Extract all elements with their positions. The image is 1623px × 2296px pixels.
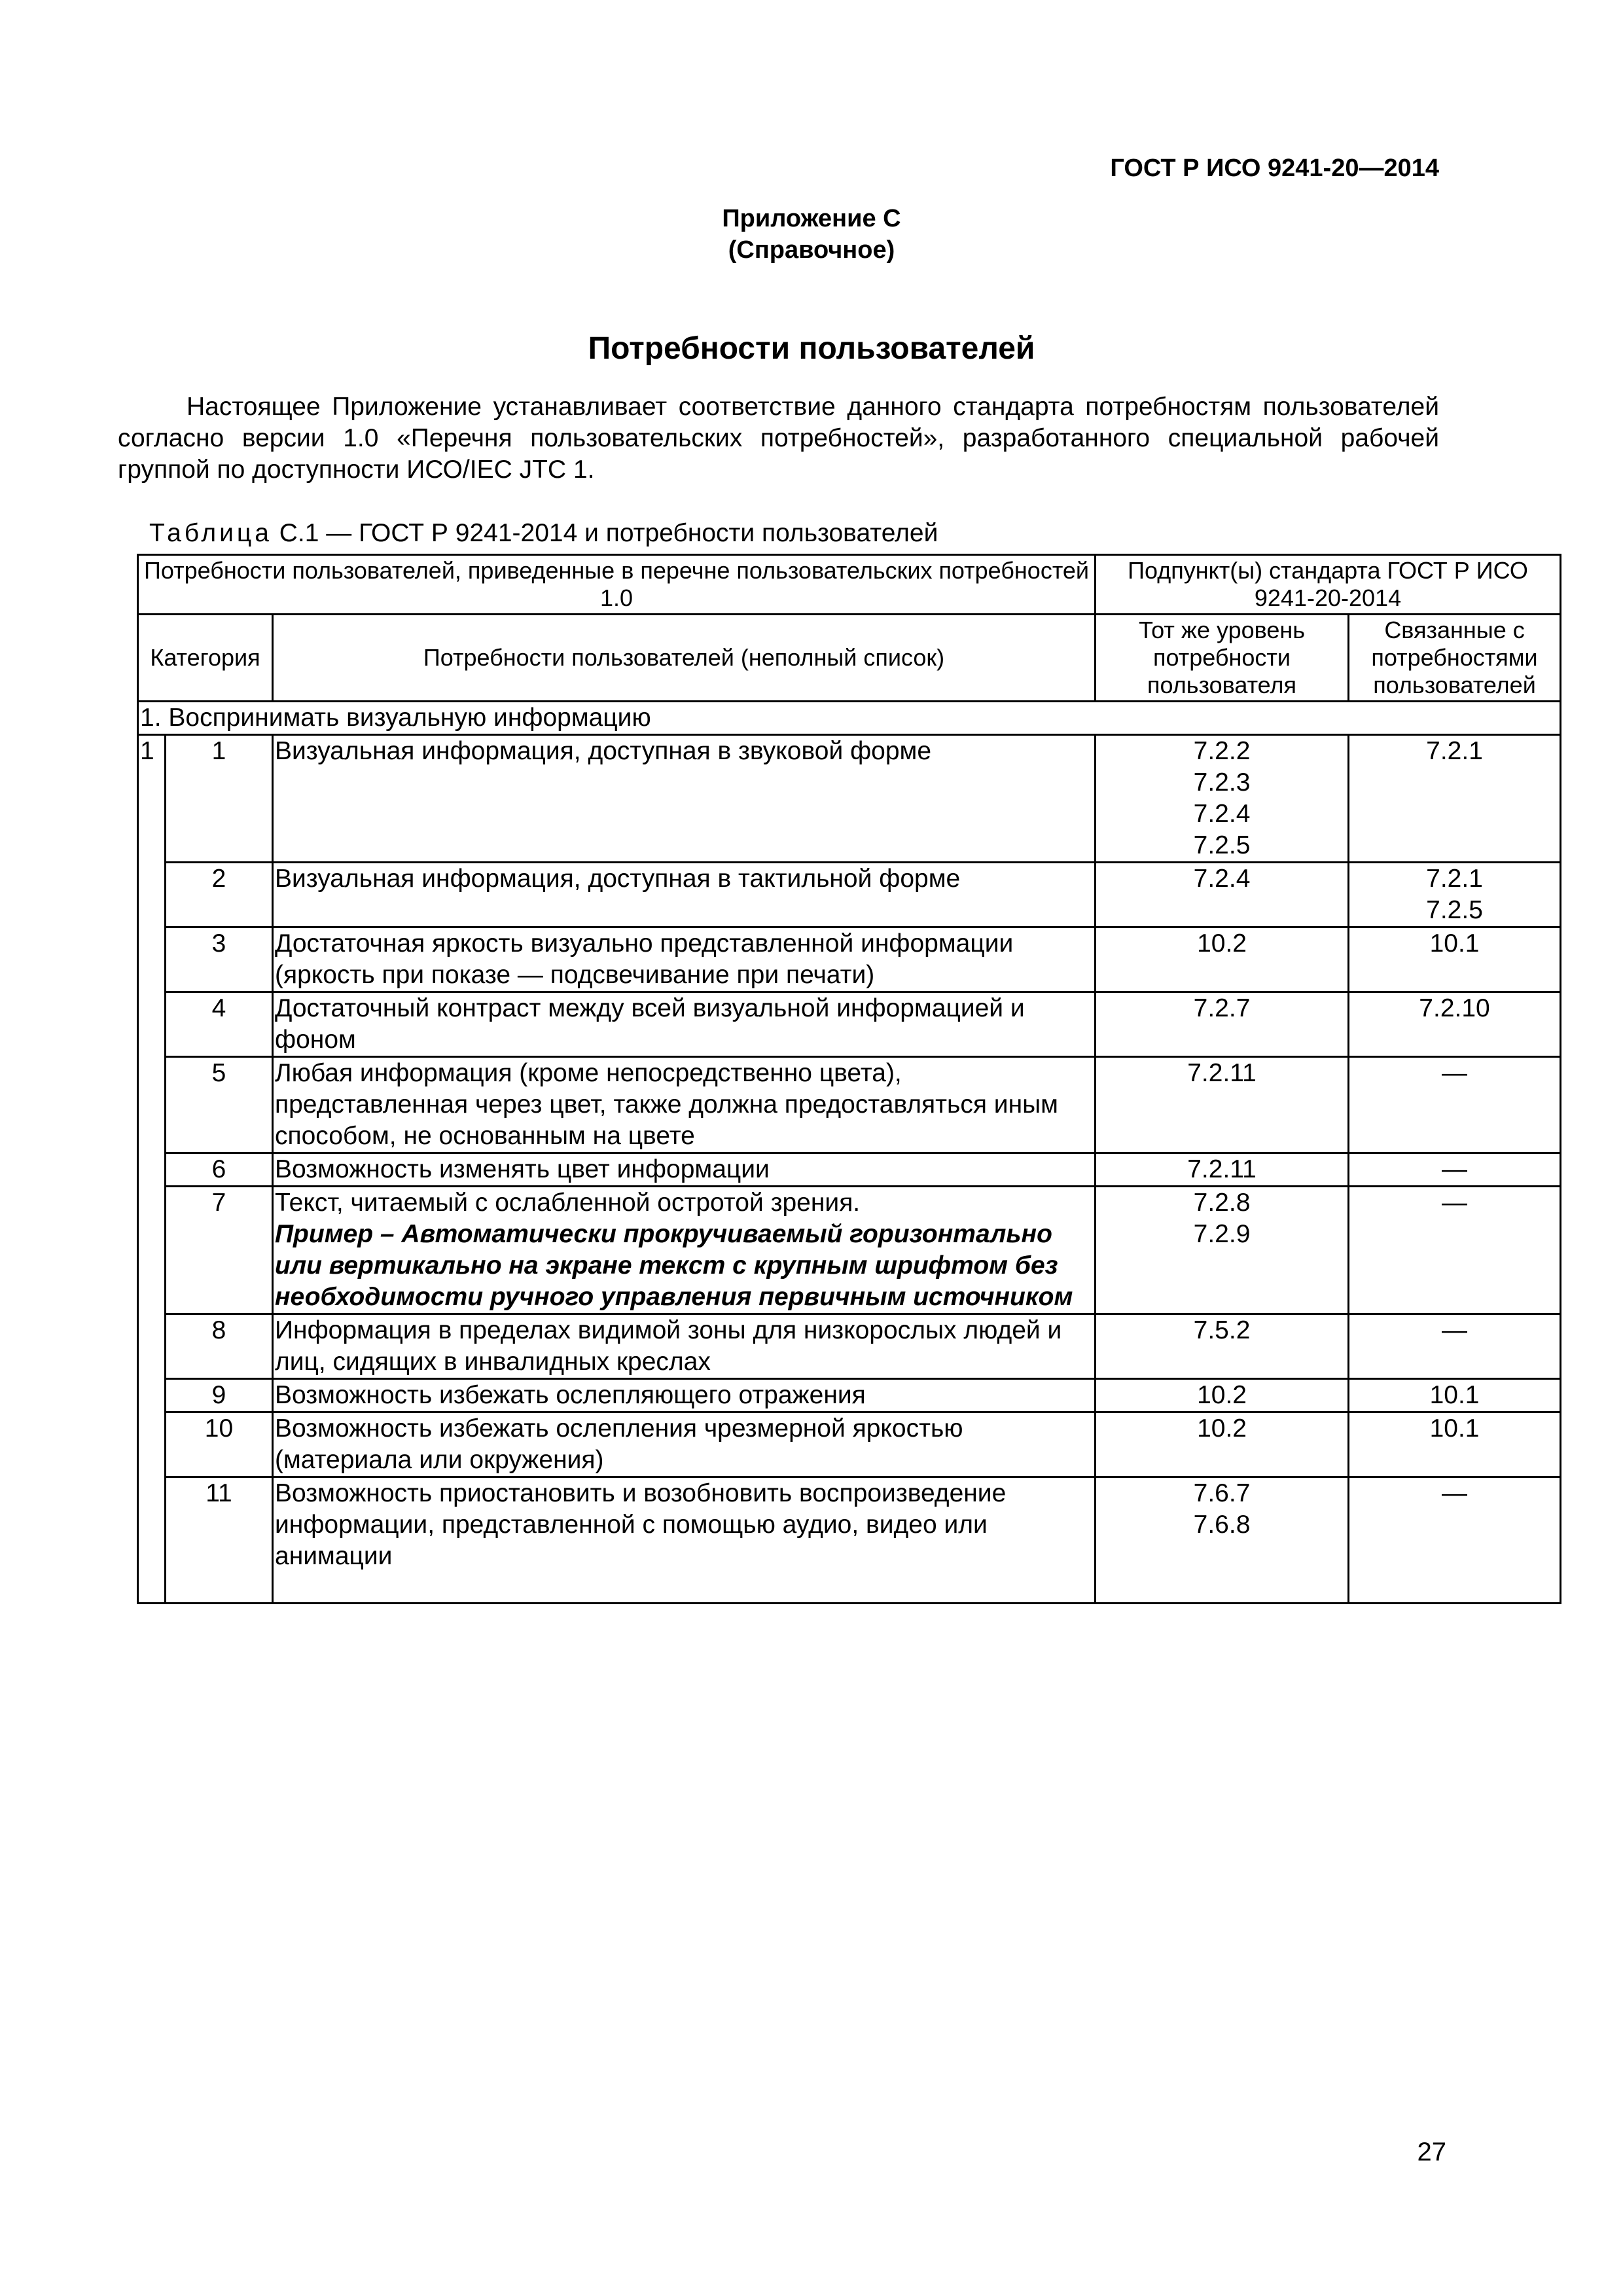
need-number: 10 (166, 1412, 273, 1477)
same-level-subclauses (1096, 1187, 1349, 1314)
subclause-ref: 7.2.3 (1193, 768, 1251, 797)
related-subclauses (1349, 927, 1561, 992)
need-number: 3 (166, 927, 273, 992)
related-subclauses (1349, 863, 1561, 927)
table-header-row (138, 555, 1561, 615)
table-row (138, 735, 1561, 863)
related-subclauses (1349, 1187, 1561, 1314)
same-level-subclauses (1096, 992, 1349, 1057)
need-description (273, 735, 1096, 863)
related-subclauses (1349, 992, 1561, 1057)
need-text: Возможность изменять цвет информации (275, 1155, 770, 1183)
subclause-ref: 10.2 (1197, 1381, 1247, 1409)
table-row (138, 1057, 1561, 1153)
related-subclauses (1349, 1412, 1561, 1477)
header-same-level: Тот же уровень потребности пользователя (1096, 615, 1349, 702)
same-level-subclauses (1096, 735, 1349, 863)
need-text: Возможность избежать ослепления чрезмерной яркостью (материала или окружения) (275, 1414, 963, 1474)
need-number: 4 (166, 992, 273, 1057)
need-number: 8 (166, 1314, 273, 1379)
table-row (138, 1314, 1561, 1379)
subclause-ref: 10.2 (1197, 1414, 1247, 1443)
need-text: Информация в пределах видимой зоны для низкорослых людей и лиц, сидящих в инвалидных креслах (275, 1316, 1062, 1376)
need-description (273, 1379, 1096, 1412)
subclause-ref: 7.2.11 (1187, 1155, 1257, 1183)
need-number: 1 (166, 735, 273, 863)
table-row (138, 1379, 1561, 1412)
related-subclauses (1349, 1057, 1561, 1153)
need-text: Визуальная информация, доступная в тактильной форме (275, 865, 961, 893)
related-subclauses (1349, 735, 1561, 863)
header-category: Категория (138, 615, 273, 702)
need-number: 11 (166, 1477, 273, 1604)
subclause-ref: 7.6.8 (1193, 1511, 1251, 1539)
subclause-ref: 7.2.4 (1193, 800, 1251, 828)
header-needs: Потребности пользователей (неполный список) (273, 615, 1096, 702)
category-cell (138, 1477, 166, 1604)
subclause-ref: — (1442, 1189, 1468, 1217)
subclause-ref: — (1442, 1316, 1468, 1344)
subclause-ref: 7.2.11 (1187, 1059, 1257, 1087)
section-title: 1. Воспринимать визуальную информацию (138, 702, 1561, 735)
header-related: Связанные с потребностями пользователей (1349, 615, 1561, 702)
table-subheader-row (138, 615, 1561, 702)
category-cell (138, 1057, 166, 1153)
subclause-ref: 7.2.5 (1193, 831, 1251, 859)
subclause-ref: 10.1 (1429, 929, 1480, 958)
need-number: 5 (166, 1057, 273, 1153)
subclause-ref: 7.2.10 (1419, 994, 1490, 1022)
subclause-ref: 10.1 (1429, 1381, 1480, 1409)
table-row (138, 927, 1561, 992)
need-number: 7 (166, 1187, 273, 1314)
table-row (138, 1187, 1561, 1314)
need-description (273, 1477, 1096, 1604)
category-cell (138, 1187, 166, 1314)
category-cell (138, 927, 166, 992)
table-caption-prefix: Таблица (149, 519, 272, 547)
category-cell (138, 1412, 166, 1477)
need-description (273, 1057, 1096, 1153)
need-example: Пример – Автоматически прокручиваемый горизонтально или вертикально на экране текст с крупным шрифтом без необходимости ручного управления первичным источником (275, 1220, 1073, 1311)
subclause-ref: 7.2.1 (1426, 865, 1483, 893)
table-row (138, 992, 1561, 1057)
annex-title: Приложение С (722, 205, 901, 232)
header-user-needs-list: Потребности пользователей, приведенные в перечне пользовательских потребностей 1.0 (138, 555, 1096, 615)
need-text: Текст, читаемый с ослабленной остротой зрения. (275, 1189, 861, 1217)
subclause-ref: — (1442, 1479, 1468, 1507)
same-level-subclauses (1096, 927, 1349, 992)
same-level-subclauses (1096, 1412, 1349, 1477)
need-text: Визуальная информация, доступная в звуковой форме (275, 737, 932, 765)
subclause-ref: 7.2.9 (1193, 1220, 1251, 1248)
same-level-subclauses (1096, 1379, 1349, 1412)
related-subclauses (1349, 1379, 1561, 1412)
same-level-subclauses (1096, 1057, 1349, 1153)
subclause-ref: 7.2.5 (1426, 896, 1483, 924)
same-level-subclauses (1096, 1153, 1349, 1187)
table-row (138, 1477, 1561, 1604)
need-number: 6 (166, 1153, 273, 1187)
subclause-ref: 7.2.8 (1193, 1189, 1251, 1217)
same-level-subclauses (1096, 1477, 1349, 1604)
need-number: 9 (166, 1379, 273, 1412)
category-cell (138, 1379, 166, 1412)
table-row (138, 1153, 1561, 1187)
category-cell (138, 992, 166, 1057)
need-text: Возможность избежать ослепляющего отражения (275, 1381, 866, 1409)
need-text: Достаточный контраст между всей визуальной информацией и фоном (275, 994, 1025, 1054)
document-code: ГОСТ Р ИСО 9241-20—2014 (1110, 154, 1439, 182)
subclause-ref: 10.1 (1429, 1414, 1480, 1443)
need-text: Достаточная яркость визуально представленной информации (яркость при показе — подсвечивание при печати) (275, 929, 1014, 989)
subclause-ref: — (1442, 1155, 1468, 1183)
category-cell (138, 1153, 166, 1187)
subclause-ref: 7.2.4 (1193, 865, 1251, 893)
need-text: Любая информация (кроме непосредственно цвета), представленная через цвет, также должна предоставляться иным способом, не основанным на цвете (275, 1059, 1058, 1150)
subclause-ref: 7.2.7 (1193, 994, 1251, 1022)
related-subclauses (1349, 1153, 1561, 1187)
need-description (273, 1187, 1096, 1314)
annex-type: (Справочное) (728, 236, 895, 264)
table-section-row (138, 702, 1561, 735)
header-standard-subclauses: Подпункт(ы) стандарта ГОСТ Р ИСО 9241-20-2014 (1096, 555, 1561, 615)
page-title: Потребности пользователей (588, 331, 1035, 366)
category-cell (138, 863, 166, 927)
subclause-ref: 7.2.2 (1193, 737, 1251, 765)
need-description (273, 992, 1096, 1057)
category-cell: 1 (138, 735, 166, 863)
table-row (138, 1412, 1561, 1477)
same-level-subclauses (1096, 863, 1349, 927)
need-description (273, 1153, 1096, 1187)
same-level-subclauses (1096, 1314, 1349, 1379)
need-text: Возможность приостановить и возобновить воспроизведение информации, представленной с помощью аудио, видео или анимации (275, 1479, 1007, 1570)
need-description (273, 1314, 1096, 1379)
table-row (138, 863, 1561, 927)
subclause-ref: 7.6.7 (1193, 1479, 1251, 1507)
category-cell (138, 1314, 166, 1379)
related-subclauses (1349, 1314, 1561, 1379)
subclause-ref: — (1442, 1059, 1468, 1087)
need-description (273, 1412, 1096, 1477)
needs-table (137, 554, 1561, 1604)
need-number: 2 (166, 863, 273, 927)
subclause-ref: 10.2 (1197, 929, 1247, 958)
intro-paragraph: Настоящее Приложение устанавливает соответствие данного стандарта потребностям пользователей согласно версии 1.0 «Перечня пользовательских потребностей», разработанного специальной рабочей группой по доступности ИСО/IEC JTC 1. (118, 393, 1439, 484)
page-number: 27 (1417, 2138, 1446, 2166)
need-description (273, 863, 1096, 927)
need-description (273, 927, 1096, 992)
subclause-ref: 7.5.2 (1193, 1316, 1251, 1344)
table-caption-text: С.1 — ГОСТ Р 9241-2014 и потребности пользователей (272, 519, 938, 547)
related-subclauses (1349, 1477, 1561, 1604)
table-caption (149, 519, 938, 548)
subclause-ref: 7.2.1 (1426, 737, 1483, 765)
